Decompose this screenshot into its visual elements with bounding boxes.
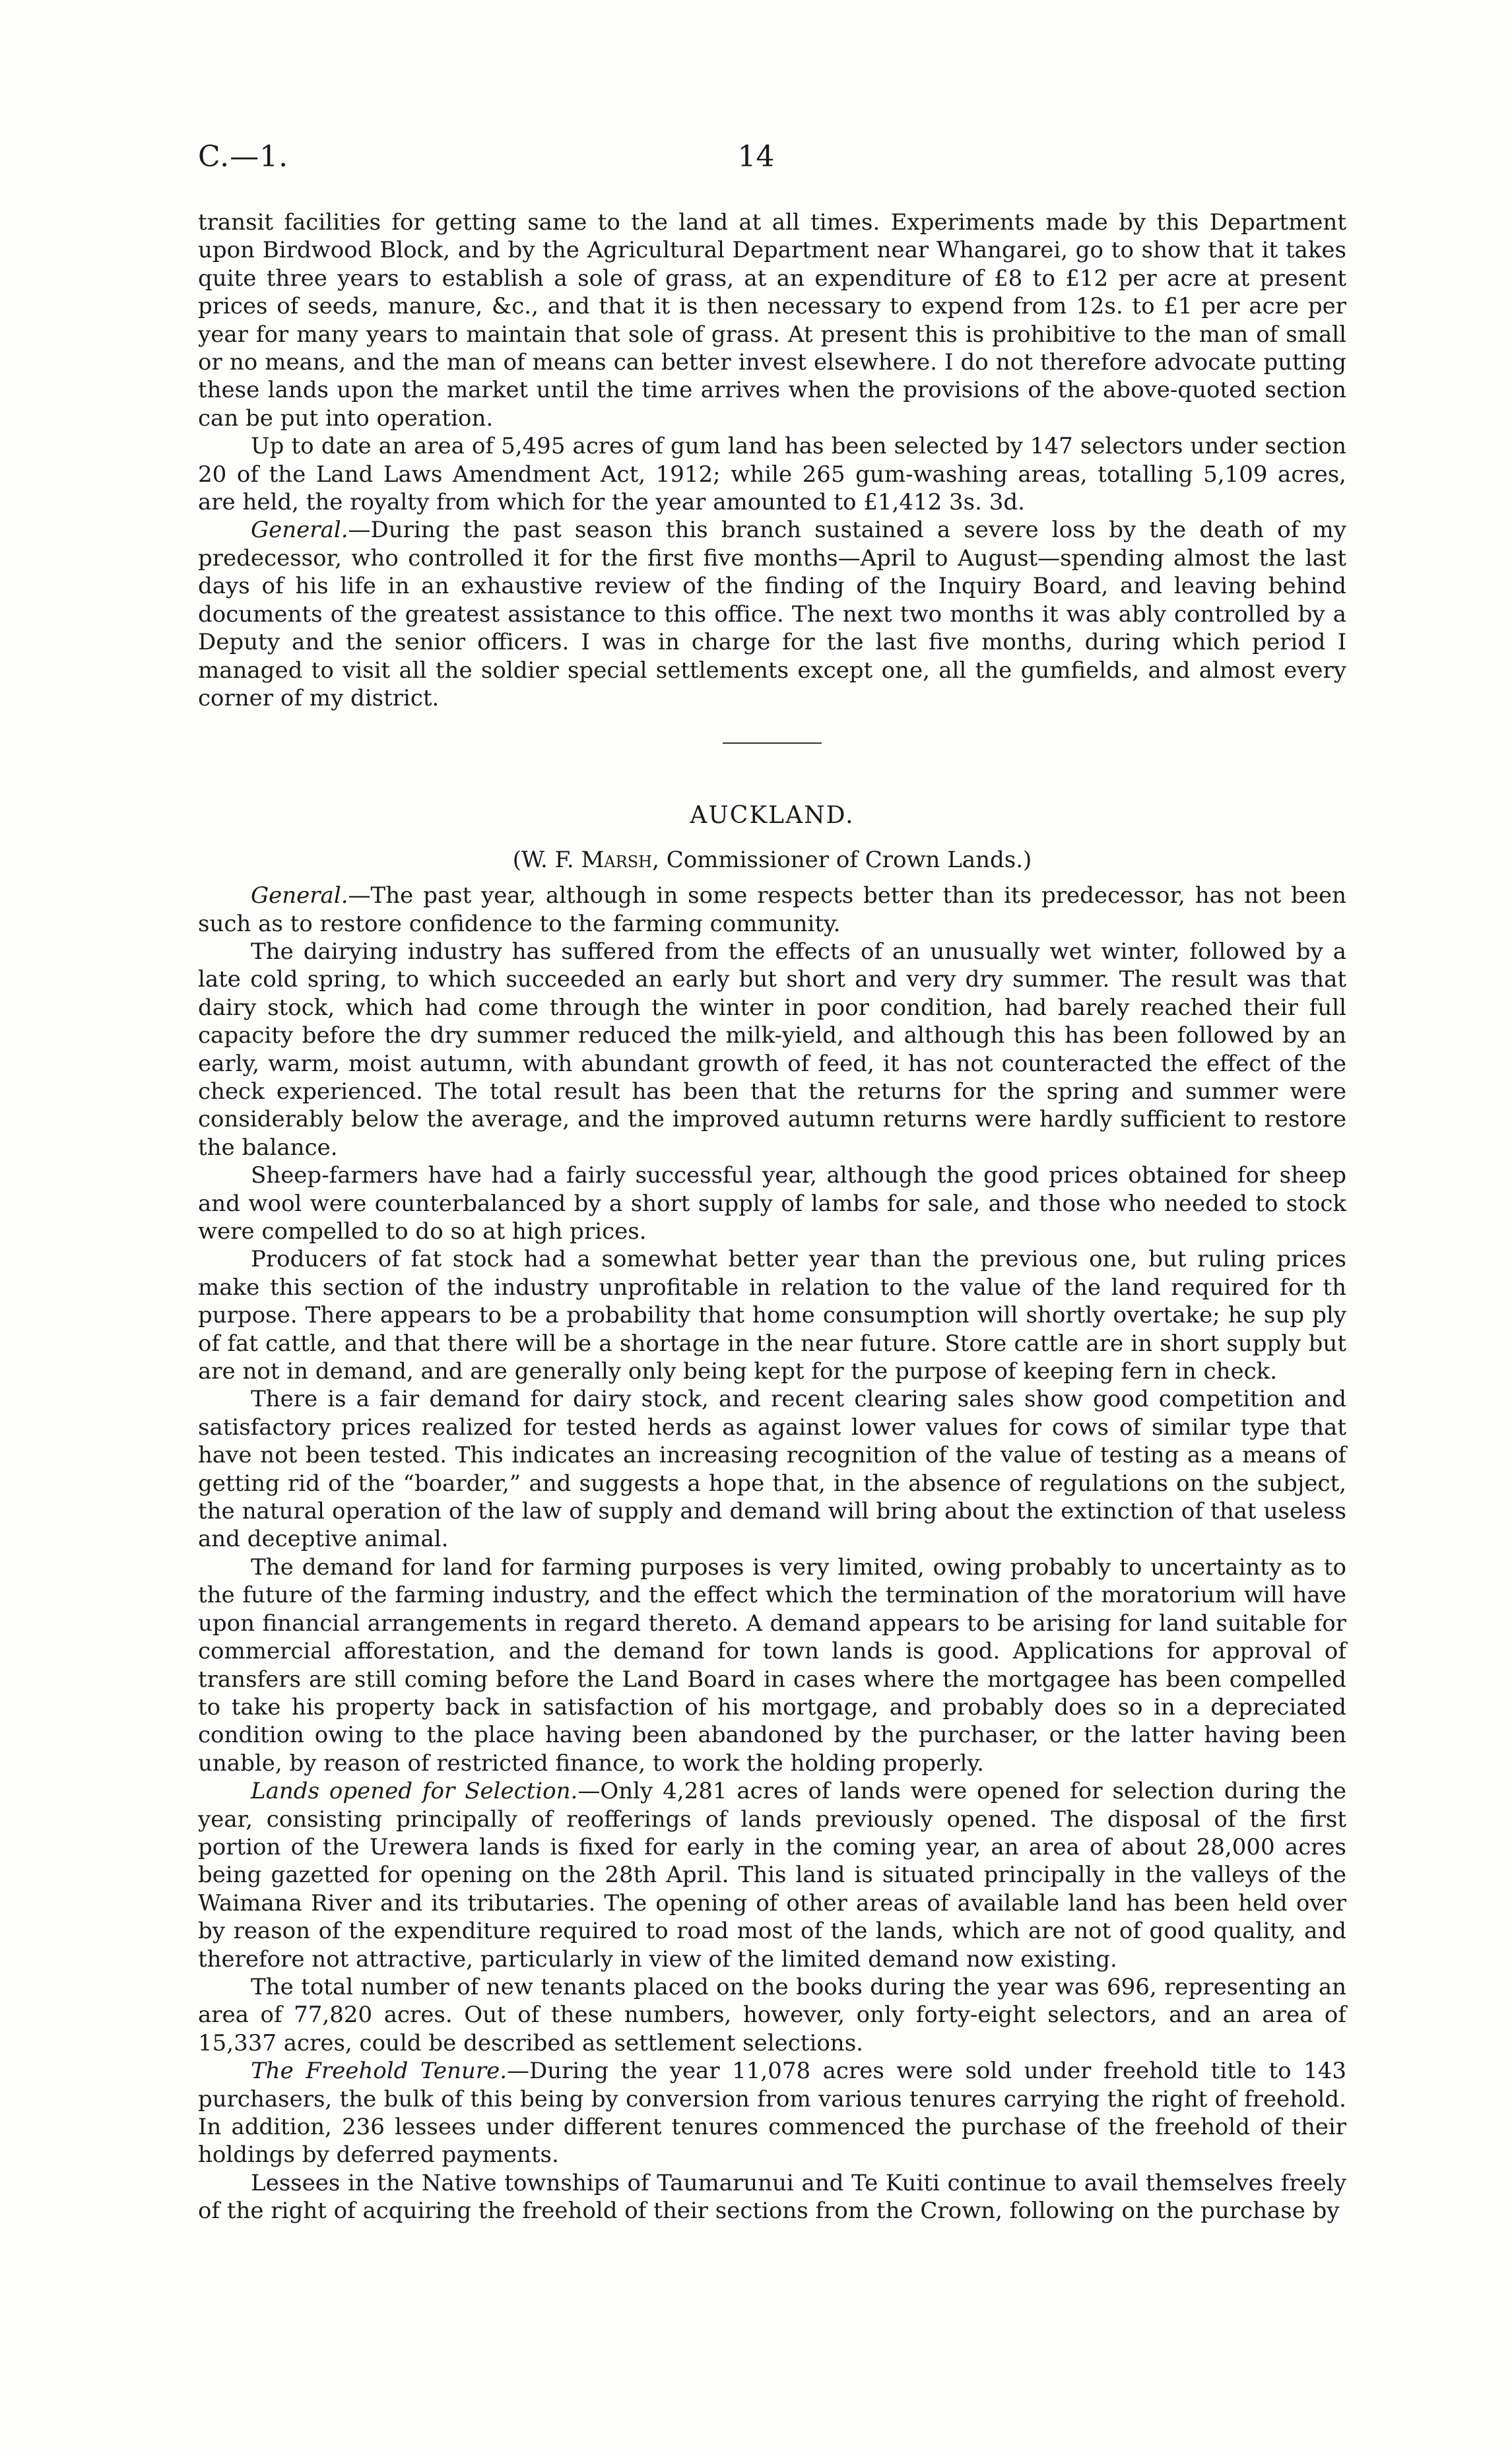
paragraph-sheep-farmers: Sheep-farmers have had a fairly successful year, although the good prices obtained for sheep and wool were counterbalanced by a short supply of lambs for sale, and those who needed to stock were compelled to do so at high prices. <box>198 1162 1346 1245</box>
paragraph-lands-opened <box>198 1777 1346 1973</box>
lands-opened-heading: Lands opened for Selection. <box>251 1778 578 1805</box>
commissioner-rest: , Commissioner of Crown Lands.) <box>652 846 1032 873</box>
body-text <box>198 209 1346 2225</box>
document-reference: C.—1. <box>198 140 289 174</box>
commissioner-open: (W. F. <box>512 846 581 873</box>
freehold-text: —During the year 11,078 acres were sold under freehold title to 143 purchasers, the bulk of this being by conversion from various tenures carrying the right of freehold. In addition, 236 lessees under different tenures commenced the purchase of the freehold of their holdings by deferred payments. <box>198 2058 1346 2169</box>
paragraph-land-demand: The demand for land for farming purposes is very limited, owing probably to uncertainty as to the future of the farming industry, and the effect which the termination of the moratorium will have upon financial arrangements in regard thereto. A demand appears to be arising for land suitable for commercial afforestation, and the demand for town lands is good. Applications for approval of transfers are still coming before the Land Board in cases where the mortgagee has been compelled to take his property back in satisfaction of his mortgage, and probably does so in a depreciated condition owing to the place having been abandoned by the purchaser, or the latter having been unable, by reason of restricted finance, to work the holding properly. <box>198 1554 1346 1777</box>
paragraph-general <box>198 516 1346 712</box>
paragraph-new-tenants: The total number of new tenants placed on the books during the year was 696, representing an area of 77,820 acres. Out of these numbers, however, only forty-eight selectors, and an area of 15,337 acres, could be described as settlement selections. <box>198 1973 1346 2056</box>
paragraph-freehold-tenure <box>198 2057 1346 2169</box>
paragraph-gum-land: Up to date an area of 5,495 acres of gum land has been selected by 147 selectors under section 20 of the Land Laws Amendment Act, 1912; while 265 gum-washing areas, totalling 5,109 acres, are held, the royalty from which for the year amounted to £1,412 3s. 3d. <box>198 433 1346 516</box>
auckland-general-text: —The past year, although in some respects better than its predecessor, has not been such as to restore confidence to the farming community. <box>198 882 1346 937</box>
paragraph-fat-stock: Producers of fat stock had a somewhat better year than the previous one, but ruling prices make this section of the industry unprofitable in relation to the value of the land required for th purpose. There appears to be a probability that home consumption will shortly overtake; he sup ply of fat cattle, and that there will be a shortage in the near future. Store cattle are in short supply but are not in demand, and are generally only being kept for the purpose of keeping fern in check. <box>198 1246 1346 1385</box>
page-number: 14 <box>737 140 775 174</box>
section-title-auckland: AUCKLAND. <box>690 802 855 830</box>
page-header <box>198 140 1314 180</box>
section-divider <box>723 742 822 744</box>
commissioner-name: Marsh <box>581 846 653 873</box>
auckland-general-heading: General. <box>251 882 348 909</box>
paragraph-lessees: Lessees in the Native townships of Taumarunui and Te Kuiti continue to avail themselves freely of the right of acquiring the freehold of their sections from the Crown, following on the purchase by <box>198 2169 1346 2225</box>
section-subtitle-commissioner <box>198 846 1346 874</box>
paragraph-dairying: The dairying industry has suffered from the effects of an unusually wet winter, followed by a late cold spring, to which succeeded an early but short and very dry summer. The result was that dairy stock, which had come through the winter in poor condition, had barely reached their full capacity before the dry summer reduced the milk-yield, and although this has been followed by an early, warm, moist autumn, with abundant growth of feed, it has not counteracted the effect of the check experienced. The total result has been that the returns for the spring and summer were considerably below the average, and the improved autumn returns were hardly sufficient to restore the balance. <box>198 938 1346 1161</box>
freehold-heading: The Freehold Tenure. <box>251 2058 508 2085</box>
paragraph-auckland-general <box>198 882 1346 938</box>
lands-opened-text: —Only 4,281 acres of lands were opened for selection during the year, consisting principally of reofferings of lands previously opened. The disposal of the first portion of the Urewera lands is fixed for early in the coming year, an area of about 28,000 acres being gazetted for opening on the 28th April. This land is situated principally in the valleys of the Waimana River and its tributaries. The opening of other areas of available land has been held over by reason of the expenditure required to road most of the lands, which are not of good quality, and therefore not attractive, particularly in view of the limited demand now existing. <box>198 1778 1346 1973</box>
paragraph-continued: transit facilities for getting same to the land at all times. Experiments made by this Department upon Birdwood Block, and by the Agricultural Department near Whangarei, go to show that it takes quite three years to establish a sole of grass, at an expenditure of £8 to £12 per acre at present prices of seeds, manure, &c., and that it is then necessary to expend from 12s. to £1 per acre per year for many years to maintain that sole of grass. At present this is prohibitive to the man of small or no means, and the man of means can better invest elsewhere. I do not therefore advocate putting these lands upon the market until the time arrives when the provisions of the above-quoted section can be put into operation. <box>198 209 1346 432</box>
general-text: —During the past season this branch sustained a severe loss by the death of my predecessor, who controlled it for the first five months—April to August—spending almost the last days of his life in an exhaustive review of the finding of the Inquiry Board, and leaving behind documents of the greatest assistance to this office. The next two months it was ably controlled by a Deputy and the senior officers. I was in charge for the last five months, during which period I managed to visit all the soldier special settlements except one, all the gumfields, and almost every corner of my district. <box>198 517 1346 711</box>
general-heading: General. <box>251 517 348 544</box>
paragraph-dairy-stock: There is a fair demand for dairy stock, and recent clearing sales show good competition and satisfactory prices realized for tested herds as against lower values for cows of similar type that have not been tested. This indicates an increasing recognition of the value of testing as a means of getting rid of the “boarder,” and suggests a hope that, in the absence of regulations on the subject, the natural operation of the law of supply and demand will bring about the extinction of that useless and deceptive animal. <box>198 1386 1346 1553</box>
